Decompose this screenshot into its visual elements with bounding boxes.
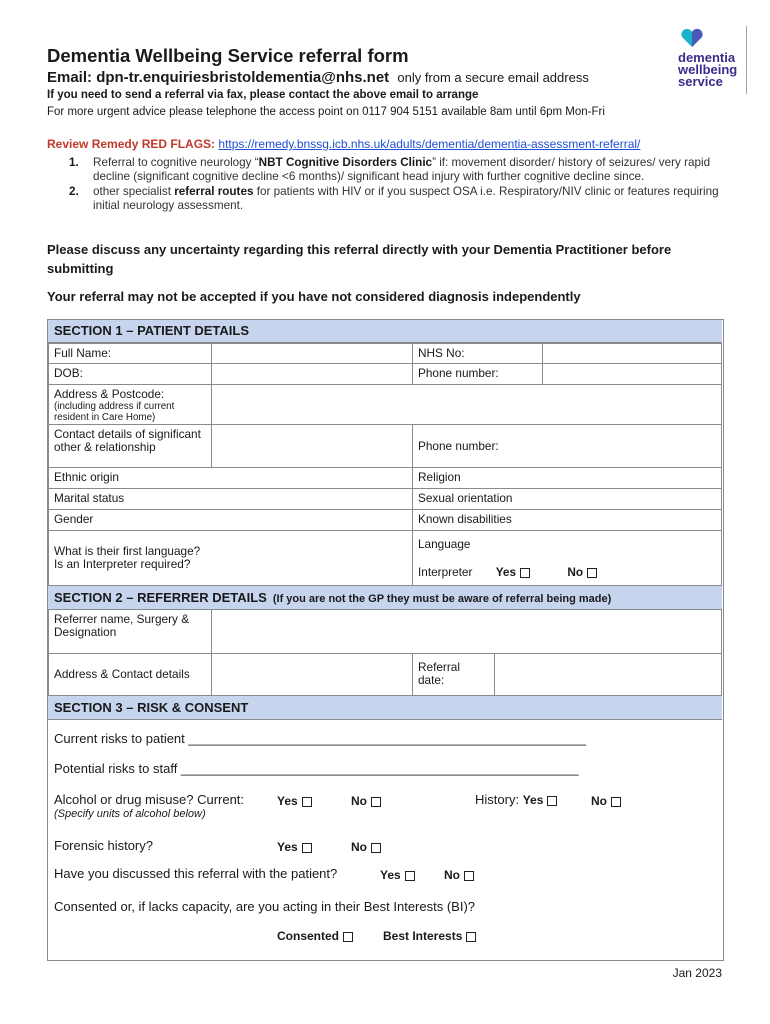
logo-word-1: dementia (678, 50, 736, 65)
section-1-title: SECTION 1 – PATIENT DETAILS (54, 323, 250, 338)
current-risks-line[interactable]: Current risks to patient _______________________________________________________ (54, 731, 587, 746)
interpreter-row (418, 566, 716, 579)
no-label: No (351, 840, 367, 854)
email-note: only from a secure email address (397, 70, 589, 85)
consented-label: Consented (277, 929, 340, 943)
footer-date: Jan 2023 (672, 966, 722, 980)
no-label: No (444, 868, 460, 882)
list-number: 1. (69, 156, 79, 169)
email-address[interactable]: dpn-tr.enquiriesbristoldementia@nhs.net (96, 69, 390, 86)
contact-label: Contact details of significant other & relationship (48, 424, 212, 468)
list-text: other specialist (93, 185, 175, 198)
forensic-question: Forensic history? (54, 838, 153, 853)
language-question (48, 530, 413, 586)
interpreter-question: Is an Interpreter required? (54, 557, 191, 571)
section-2-subtitle: (If you are not the GP they must be aware of referral being made) (272, 593, 612, 605)
list-item (47, 156, 727, 184)
yes-label: Yes (522, 793, 544, 807)
full-name-field[interactable] (211, 343, 413, 364)
best-interests-label: Best Interests (383, 929, 463, 943)
alcohol-history (475, 792, 557, 807)
consent-question: Consented or, if lacks capacity, are you acting in their Best Interests (BI)? (54, 899, 476, 914)
list-text: Referral to cognitive neurology “ (93, 156, 259, 169)
alcohol-history-no (591, 793, 621, 808)
list-text: ” if: movement disorder/ history of seizures/ very rapid decline (significant cognitive decline <6 months)/ significant head injury with further cognitive decline since. (93, 156, 711, 183)
dob-label: DOB: (48, 363, 212, 385)
logo-divider (746, 26, 747, 94)
forensic-yes (277, 839, 312, 854)
yes-label: Yes (380, 868, 401, 882)
acceptance-note: Your referral may not be accepted if you have not considered diagnosis independently (47, 289, 581, 304)
nhs-no-field[interactable] (542, 343, 722, 364)
list-bold: referral routes (174, 185, 254, 198)
marital-status-field[interactable]: Marital status (48, 488, 413, 510)
section-1-header (48, 319, 722, 343)
consented-option (277, 928, 353, 943)
red-flags-label: Review Remedy RED FLAGS: (47, 137, 216, 151)
list-number: 2. (69, 185, 79, 198)
best-interests-checkbox[interactable] (466, 932, 476, 942)
language-interpreter-cell (412, 530, 722, 586)
forensic-no-checkbox[interactable] (371, 843, 381, 853)
referrer-field[interactable] (211, 609, 722, 654)
contact-phone-label[interactable]: Phone number: (412, 424, 722, 468)
address-note: (including address if current resident in Care Home) (54, 401, 175, 423)
list-bold: NBT Cognitive Disorders Clinic (258, 156, 433, 169)
language-label[interactable]: Language (418, 537, 471, 551)
alcohol-current-no-checkbox[interactable] (371, 797, 381, 807)
referral-date-label: Referral date: (412, 653, 495, 696)
best-interests-option (383, 928, 476, 943)
discussed-yes (380, 867, 415, 882)
discussed-yes-checkbox[interactable] (405, 871, 415, 881)
nhs-no-label: NHS No: (412, 343, 543, 364)
phone-label: Phone number: (412, 363, 543, 385)
referrer-address-field[interactable] (211, 653, 413, 696)
list-item (47, 185, 727, 213)
heart-icon (680, 28, 704, 48)
alcohol-question: Alcohol or drug misuse? Current: (54, 792, 245, 807)
logo-word-2: wellbeing (678, 62, 738, 77)
urgent-note: For more urgent advice please telephone the access point on 0117 904 5151 available 8am until 6pm Mon-Fri (47, 106, 605, 118)
interpreter-yes-label: Yes (495, 565, 517, 579)
no-label: No (591, 794, 607, 808)
form-title: Dementia Wellbeing Service referral form (47, 45, 409, 66)
discussed-no-checkbox[interactable] (464, 871, 474, 881)
alcohol-current-no (351, 793, 381, 808)
consented-checkbox[interactable] (343, 932, 353, 942)
email-label: Email: (47, 69, 93, 86)
discussed-question: Have you discussed this referral with the patient? (54, 866, 338, 881)
referral-date-field[interactable] (494, 653, 722, 696)
no-label: No (351, 794, 367, 808)
first-language-label: What is their first language? (54, 544, 201, 558)
address-field[interactable] (211, 384, 722, 425)
logo-word-3: service (678, 74, 723, 89)
discussed-no (444, 867, 474, 882)
section-2-header (48, 585, 722, 610)
interpreter-no-label: No (567, 565, 584, 579)
gender-field[interactable]: Gender (48, 509, 413, 531)
email-line (47, 69, 589, 86)
forensic-yes-checkbox[interactable] (302, 843, 312, 853)
red-flags-line (47, 137, 640, 151)
yes-label: Yes (277, 840, 298, 854)
interpreter-yes-checkbox[interactable] (520, 568, 530, 578)
sexual-orientation-field[interactable]: Sexual orientation (412, 488, 722, 510)
history-label: History: (475, 792, 520, 807)
dob-field[interactable] (211, 363, 413, 385)
interpreter-label: Interpreter (418, 565, 473, 579)
yes-label: Yes (277, 794, 298, 808)
discuss-note: Please discuss any uncertainty regarding this referral directly with your Dementia Practitioner before submitting (47, 242, 672, 276)
dementia-wellbeing-logo (674, 26, 770, 96)
contact-field[interactable] (211, 424, 413, 468)
alcohol-current-yes (277, 793, 312, 808)
alcohol-history-yes-checkbox[interactable] (547, 796, 557, 806)
alcohol-history-no-checkbox[interactable] (611, 797, 621, 807)
ethnic-origin-field[interactable]: Ethnic origin (48, 467, 413, 489)
red-flags-link[interactable]: https://remedy.bnssg.icb.nhs.uk/adults/dementia/dementia-assessment-referral/ (218, 137, 641, 151)
fax-note: If you need to send a referral via fax, please contact the above email to arrange (47, 89, 479, 101)
red-flags-list (47, 156, 727, 214)
section-2-title: SECTION 2 – REFERRER DETAILS (54, 590, 267, 605)
alcohol-current-yes-checkbox[interactable] (302, 797, 312, 807)
forensic-no (351, 839, 381, 854)
section-3-title: SECTION 3 – RISK & CONSENT (54, 700, 249, 715)
referrer-address-label: Address & Contact details (48, 653, 212, 696)
referrer-label: Referrer name, Surgery & Designation (48, 609, 212, 654)
list-text: for patients with HIV or if you suspect OSA i.e. Respiratory/NIV clinic or features requiring initial neurology assessment. (93, 185, 719, 212)
potential-risks-line[interactable]: Potential risks to staff _______________________________________________________ (54, 761, 579, 776)
religion-field[interactable]: Religion (412, 467, 722, 489)
full-name-label: Full Name: (48, 343, 212, 364)
known-disabilities-field[interactable]: Known disabilities (412, 509, 722, 531)
address-label-text: Address & Postcode: (54, 387, 165, 401)
alcohol-note: (Specify units of alcohol below) (54, 808, 206, 820)
interpreter-no-checkbox[interactable] (587, 568, 597, 578)
phone-field[interactable] (542, 363, 722, 385)
section-3-header (48, 695, 722, 720)
address-label (48, 384, 212, 425)
